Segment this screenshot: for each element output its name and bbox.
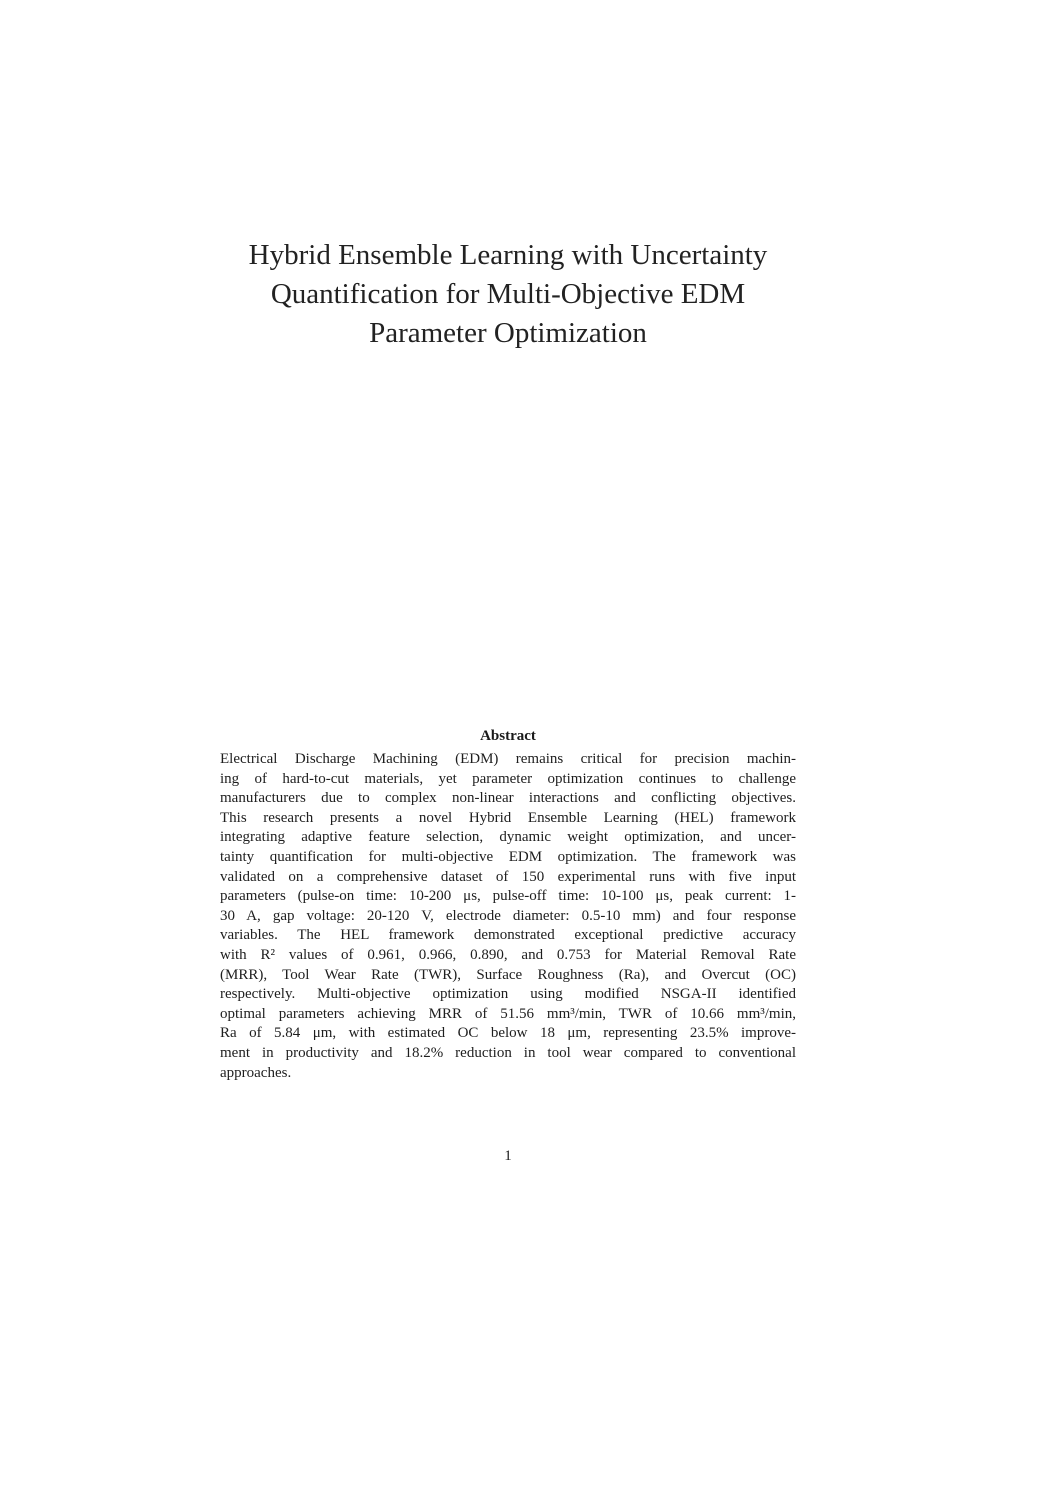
title-line: Hybrid Ensemble Learning with Uncertainty <box>248 239 768 271</box>
abstract-line: approaches. <box>220 1064 292 1081</box>
abstract-line: variables. The HEL framework demonstrated exceptional predictive accuracy <box>220 927 796 944</box>
abstract-body <box>220 750 796 1083</box>
abstract-line: ing of hard-to-cut materials, yet parameter optimization continues to challenge <box>220 770 796 787</box>
page-number: 1 <box>504 1148 512 1164</box>
abstract-line: Ra of 5.84 μm, with estimated OC below 18 μm, representing 23.5% improve- <box>220 1025 796 1042</box>
abstract-line: ment in productivity and 18.2% reduction in tool wear compared to conventional <box>220 1044 796 1061</box>
abstract-heading: Abstract <box>480 728 536 744</box>
abstract-line: manufacturers due to complex non-linear interactions and conflicting objectives. <box>220 790 796 807</box>
abstract-line: respectively. Multi-objective optimization using modified NSGA-II identified <box>220 986 796 1003</box>
abstract-line: with R² values of 0.961, 0.966, 0.890, and 0.753 for Material Removal Rate <box>220 946 796 963</box>
abstract-line: tainty quantification for multi-objective EDM optimization. The framework was <box>220 848 796 865</box>
abstract-line: (MRR), Tool Wear Rate (TWR), Surface Roughness (Ra), and Overcut (OC) <box>220 966 796 983</box>
abstract-line: integrating adaptive feature selection, dynamic weight optimization, and uncer- <box>220 829 796 846</box>
abstract-line: This research presents a novel Hybrid Ensemble Learning (HEL) framework <box>220 809 796 826</box>
abstract-line: 30 A, gap voltage: 20-120 V, electrode diameter: 0.5-10 mm) and four response <box>220 907 796 924</box>
title-line: Quantification for Multi-Objective EDM <box>270 278 746 310</box>
abstract-line: validated on a comprehensive dataset of 150 experimental runs with five input <box>220 868 796 885</box>
abstract-line: Electrical Discharge Machining (EDM) remains critical for precision machin- <box>220 751 796 767</box>
abstract-line: optimal parameters achieving MRR of 51.56 mm³/min, TWR of 10.66 mm³/min, <box>220 1005 796 1022</box>
title-line: Parameter Optimization <box>369 317 647 349</box>
abstract-line: parameters (pulse-on time: 10-200 μs, pulse-off time: 10-100 μs, peak current: 1- <box>220 888 796 905</box>
paper-title <box>200 236 816 353</box>
